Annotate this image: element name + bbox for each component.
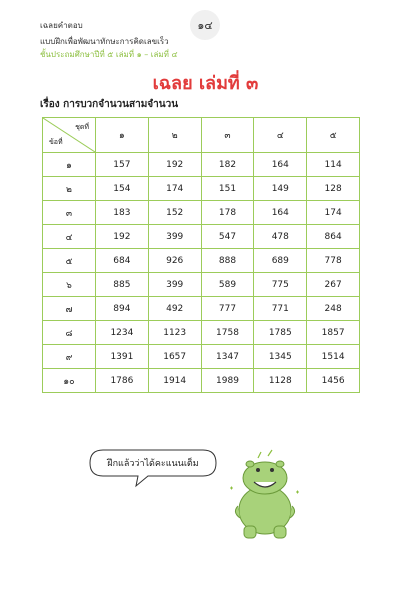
answer-cell: 149 [254,177,307,201]
answer-cell: 888 [201,249,254,273]
table-row [43,345,360,369]
answer-cell: 1345 [254,345,307,369]
answer-cell: 1857 [307,321,360,345]
answer-cell: 399 [148,225,201,249]
table-row [43,249,360,273]
answer-cell: 152 [148,201,201,225]
answer-cell: 248 [307,297,360,321]
answer-cell: 547 [201,225,254,249]
answer-cell: 192 [96,225,149,249]
answer-cell: 182 [201,153,254,177]
table-header-row [43,118,360,153]
answer-cell: 164 [254,153,307,177]
item-number-cell: ๒ [43,177,96,201]
answer-cell: 1786 [96,369,149,393]
answer-cell: 192 [148,153,201,177]
answer-cell: 1391 [96,345,149,369]
table-row [43,273,360,297]
table-row [43,321,360,345]
table-row [43,153,360,177]
speech-bubble-text: ฝึกแล้วว่าได้คะแนนเต็ม [107,459,199,469]
answer-cell: 777 [201,297,254,321]
speech-bubble [88,448,218,478]
answer-cell: 926 [148,249,201,273]
answer-cell: 174 [307,201,360,225]
set-header: ๕ [307,118,360,153]
answer-cell: 1128 [254,369,307,393]
answer-cell: 775 [254,273,307,297]
answer-cell: 589 [201,273,254,297]
corner-item-label: ข้อที่ [49,138,63,146]
answer-cell: 1914 [148,369,201,393]
item-number-cell: ๓ [43,201,96,225]
answer-cell: 885 [96,273,149,297]
answer-cell: 894 [96,297,149,321]
header-line-1: เฉลยคำตอบ [40,21,83,30]
page-number: ๑๔ [197,19,213,32]
answer-table [42,117,360,393]
answer-cell: 1758 [201,321,254,345]
answer-cell: 778 [307,249,360,273]
answer-cell: 267 [307,273,360,297]
answer-cell: 1657 [148,345,201,369]
item-number-cell: ๗ [43,297,96,321]
answer-cell: 164 [254,201,307,225]
table-row [43,177,360,201]
item-number-cell: ๖ [43,273,96,297]
answer-cell: 689 [254,249,307,273]
answer-cell: 1785 [254,321,307,345]
answer-cell: 174 [148,177,201,201]
answer-cell: 1989 [201,369,254,393]
set-header: ๔ [254,118,307,153]
corner-cell [43,118,96,153]
header-line-2: แบบฝึกเพื่อพัฒนาทักษะการคิดเลขเร็ว [40,37,169,46]
answer-cell: 183 [96,201,149,225]
table-row [43,225,360,249]
answer-cell: 1347 [201,345,254,369]
item-number-cell: ๙ [43,345,96,369]
table-row [43,201,360,225]
set-header: ๒ [148,118,201,153]
answer-cell: 1123 [148,321,201,345]
answer-cell: 128 [307,177,360,201]
page-title: เฉลย เล่มที่ ๓ [152,73,259,94]
item-number-cell: ๘ [43,321,96,345]
answer-cell: 492 [148,297,201,321]
answer-cell: 399 [148,273,201,297]
header-line-3: ชั้นประถมศึกษาปีที่ ๕ เล่มที่ ๑ – เล่มที่ ๔ [40,50,178,59]
set-header: ๑ [96,118,149,153]
table-row [43,369,360,393]
answer-cell: 1456 [307,369,360,393]
corner-set-label: ชุดที่ [75,123,89,131]
set-header: ๓ [201,118,254,153]
subject-heading: เรื่อง การบวกจำนวนสามจำนวน [40,99,179,110]
item-number-cell: ๑ [43,153,96,177]
hippo-mascot-icon [228,448,302,540]
answer-cell: 154 [96,177,149,201]
item-number-cell: ๔ [43,225,96,249]
answer-cell: 864 [307,225,360,249]
answer-cell: 1234 [96,321,149,345]
item-number-cell: ๕ [43,249,96,273]
answer-cell: 771 [254,297,307,321]
answer-cell: 157 [96,153,149,177]
table-row [43,297,360,321]
answer-cell: 478 [254,225,307,249]
answer-cell: 178 [201,201,254,225]
item-number-cell: ๑๐ [43,369,96,393]
answer-cell: 151 [201,177,254,201]
answer-cell: 684 [96,249,149,273]
table-body [43,153,360,393]
page-number-badge [190,10,220,40]
answer-cell: 114 [307,153,360,177]
answer-cell: 1514 [307,345,360,369]
